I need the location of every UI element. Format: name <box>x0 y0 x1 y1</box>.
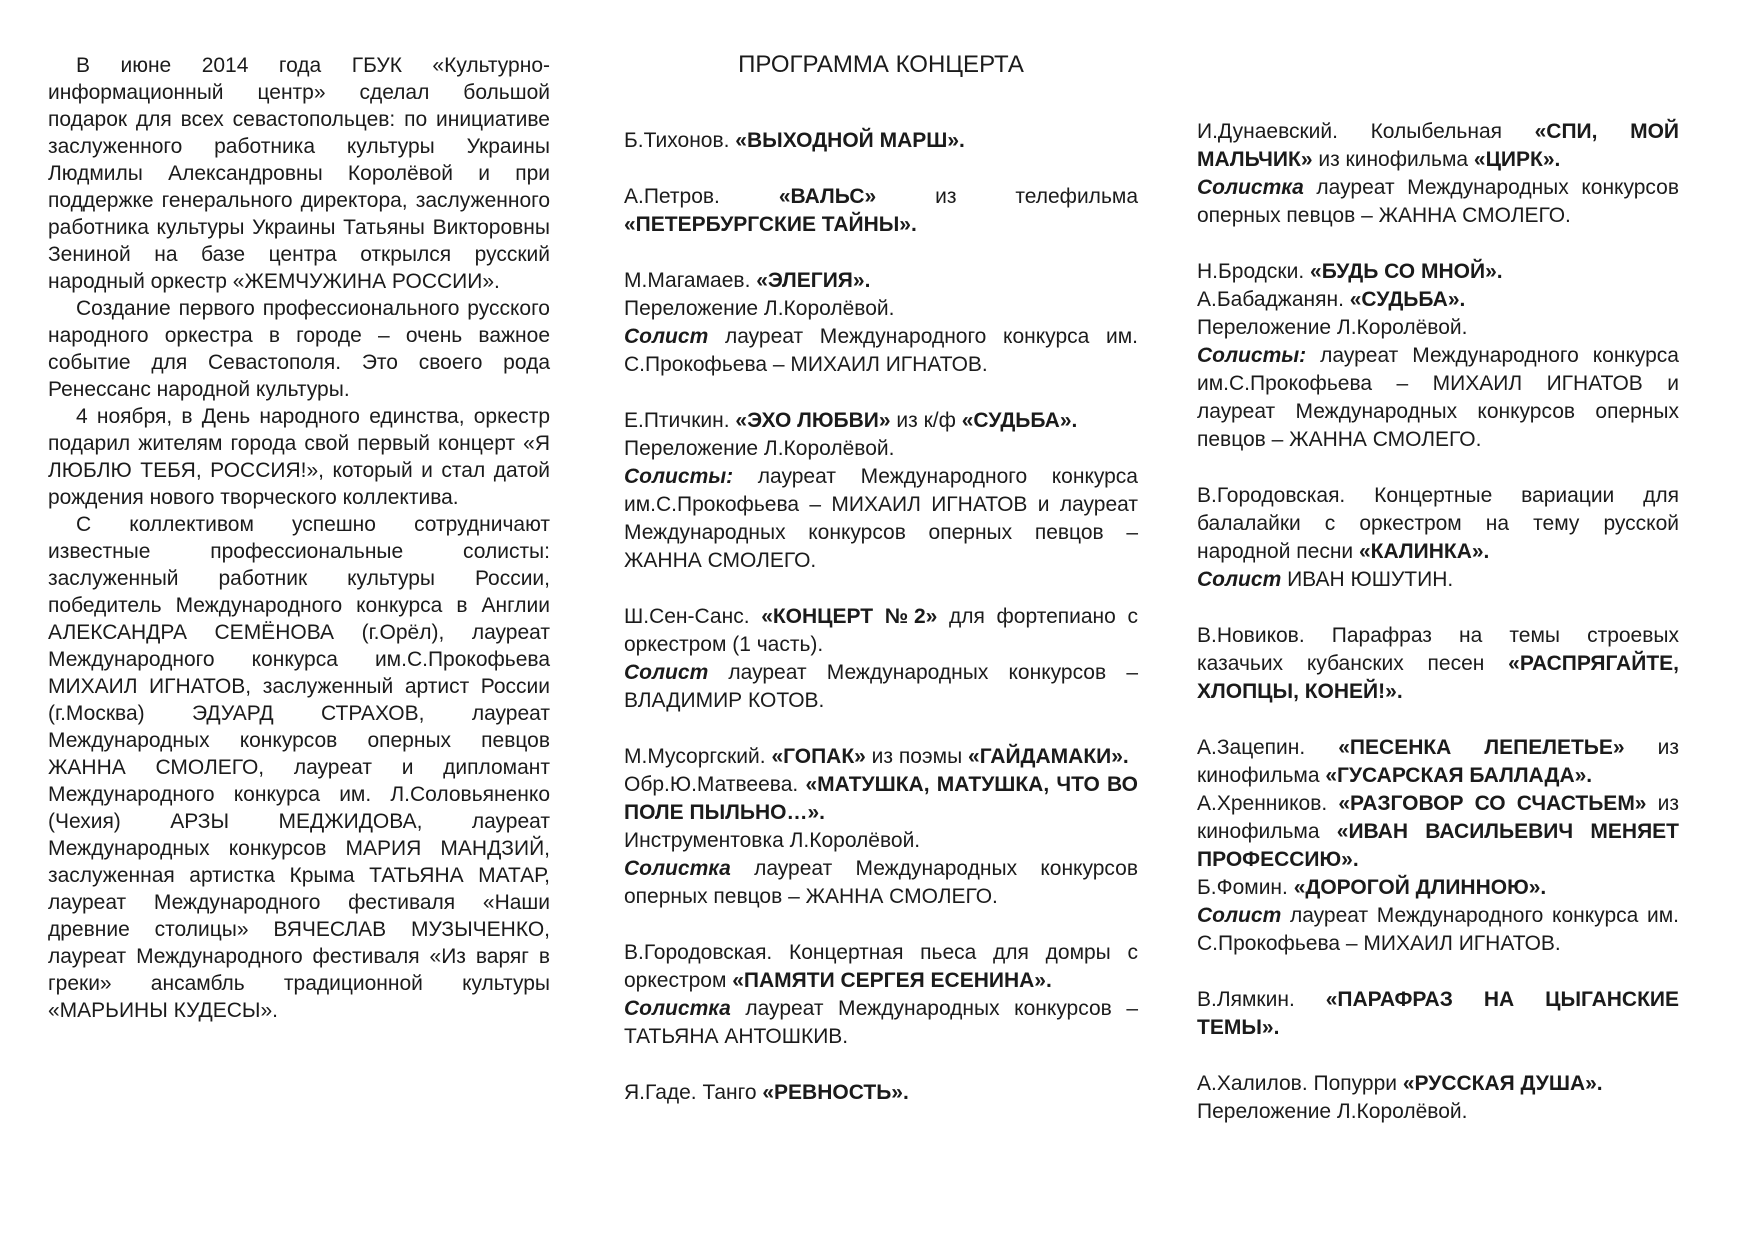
entry-line <box>624 995 1138 1051</box>
piece-title-text: «СУДЬБА». <box>961 409 1078 432</box>
piece-title-text: «РАСПРЯГАЙТЕ, ХЛОПЦЫ, КОНЕЙ!». <box>1197 652 1679 703</box>
program-column-right <box>1197 118 1679 1126</box>
program-entry <box>1197 622 1679 706</box>
piece-title-text: «ГОПАК» <box>771 745 866 768</box>
entry-text: ИВАН ЮШУТИН. <box>1281 568 1454 591</box>
entry-text: А.Халилов. Попурри <box>1197 1072 1403 1095</box>
entry-text: В.Лямкин. <box>1197 988 1326 1011</box>
entry-text: из поэмы <box>865 745 969 768</box>
entry-line <box>624 827 1138 855</box>
program-entry <box>1197 258 1679 454</box>
intro-paragraph: С коллективом успешно сотрудничают известные профессиональные солисты: заслуженный работник культуры России, победитель Международного конкурса в Англии АЛЕКСАНДРА СЕМЁНОВА (г.Орёл), лауреат Международного конкурса им.С.Прокофьева МИХАИЛ ИГНАТОВ, заслуженный артист России (г.Москва) ЭДУАРД СТРАХОВ, лауреат Международных конкурсов оперных певцов ЖАННА СМОЛЕГО, лауреат и дипломант Международного конкурса им. Л.Соловьяненко (Чехия) АРЗЫ МЕДЖИДОВА, лауреат Международных конкурсов МАРИЯ МАНДЗИЙ, заслуженная артистка Крыма ТАТЬЯНА МАТАР, лауреат Международного фестиваля «Наши древние столицы» ВЯЧЕСЛАВ МУЗЫЧЕНКО, лауреат Международного фестиваля «Из варяг в греки» ансамбль традиционной культуры «МАРЬИНЫ КУДЕСЫ». <box>48 513 550 1022</box>
entry-line <box>1197 482 1679 566</box>
program-entry <box>1197 986 1679 1042</box>
entry-line <box>624 743 1138 771</box>
entry-text: Переложение Л.Королёвой. <box>1197 316 1468 339</box>
entry-text: Обр.Ю.Матвеева. <box>624 773 806 796</box>
entry-text: В.Новиков. Парафраз на темы строевых казачьих кубанских песен <box>1197 624 1679 675</box>
entry-text: из телефильма <box>876 185 1138 208</box>
piece-title-text: «РЕВНОСТЬ». <box>762 1081 909 1104</box>
entry-line <box>1197 790 1679 874</box>
entry-text: Переложение Л.Королёвой. <box>624 297 895 320</box>
entry-line <box>624 659 1138 715</box>
entry-line <box>1197 174 1679 230</box>
piece-title-text: «РАЗГОВОР СО СЧАСТЬЕМ» <box>1338 792 1647 815</box>
entry-line <box>1197 342 1679 454</box>
entry-line <box>624 183 1138 239</box>
entry-line <box>1197 1098 1679 1126</box>
piece-title-text: «ЦИРК». <box>1473 148 1561 171</box>
entry-text: А.Хренников. <box>1197 792 1339 815</box>
piece-title-text: Солистка <box>624 997 731 1020</box>
program-entry <box>624 127 1138 155</box>
piece-title-text: «ИВАН ВАСИЛЬЕВИЧ МЕНЯЕТ ПРОФЕССИЮ». <box>1197 820 1679 871</box>
piece-title-text: Солистка <box>1197 176 1304 199</box>
entry-line <box>1197 566 1679 594</box>
piece-title-text: Солист <box>1197 904 1282 927</box>
entry-line <box>1197 118 1679 174</box>
piece-title-text: «ГУСАРСКАЯ БАЛЛАДА». <box>1325 764 1593 787</box>
entry-text: Б.Тихонов. <box>624 129 736 152</box>
entry-line <box>1197 986 1679 1042</box>
entry-text: лауреат Международных конкурсов – ВЛАДИМИР КОТОВ. <box>624 661 1138 712</box>
program-entry <box>624 407 1138 575</box>
entry-text: А.Зацепин. <box>1197 736 1339 759</box>
piece-title-text: «СУДЬБА». <box>1349 288 1466 311</box>
entry-text: Е.Птичкин. <box>624 409 736 432</box>
entry-line <box>1197 314 1679 342</box>
piece-title-text: Солист <box>1197 568 1282 591</box>
entry-line <box>624 323 1138 379</box>
entry-line <box>624 603 1138 659</box>
entry-line <box>1197 874 1679 902</box>
piece-title-text: «ВАЛЬС» <box>778 185 877 208</box>
program-entry <box>624 939 1138 1051</box>
program-entry <box>624 603 1138 715</box>
piece-title-text: «ПЕТЕРБУРГСКИЕ ТАЙНЫ». <box>624 213 917 236</box>
entry-text: лауреат Международного конкурса им.С.Прокофьева – МИХАИЛ ИГНАТОВ и лауреат Международных конкурсов оперных певцов – ЖАННА СМОЛЕГО. <box>1197 344 1679 451</box>
piece-title-text: Солисты: <box>1197 344 1307 367</box>
piece-title-text: «РУССКАЯ ДУША». <box>1402 1072 1603 1095</box>
entry-line <box>624 1079 1138 1107</box>
entry-text: из к/ф <box>890 409 962 432</box>
entry-line <box>624 463 1138 575</box>
piece-title-text: «ПАМЯТИ СЕРГЕЯ ЕСЕНИНА». <box>732 969 1052 992</box>
entry-text: лауреат Международного конкурса им. С.Прокофьева – МИХАИЛ ИГНАТОВ. <box>624 325 1138 376</box>
entry-line <box>624 435 1138 463</box>
entry-line <box>1197 902 1679 958</box>
intro-column <box>48 52 550 1024</box>
piece-title-text: Солисты: <box>624 465 734 488</box>
piece-title-text: «ГАЙДАМАКИ». <box>968 745 1129 768</box>
program-entry <box>1197 118 1679 230</box>
entry-line <box>1197 286 1679 314</box>
entry-text: Н.Бродски. <box>1197 260 1311 283</box>
piece-title-text: «ЭХО ЛЮБВИ» <box>735 409 891 432</box>
program-entry <box>624 267 1138 379</box>
intro-paragraph: Создание первого профессионального русского народного оркестра в городе – очень важное событие для Севастополя. Это своего рода Ренессанс народной культуры. <box>48 297 550 401</box>
piece-title-text: «ВЫХОДНОЙ МАРШ». <box>735 129 965 152</box>
entry-line <box>1197 1070 1679 1098</box>
intro-paragraph: В июне 2014 года ГБУК «Культурно-информационный центр» сделал большой подарок для всех севастопольцев: по инициативе заслуженного работника культуры Украины Людмилы Александровны Королёвой и при поддержке генерального директора, заслуженного работника культуры Украины Татьяны Викторовны Зениной на базе центра открылся русский народный оркестр «ЖЕМЧУЖИНА РОССИИ». <box>48 54 550 293</box>
entry-line <box>1197 622 1679 706</box>
piece-title-text: «ПАРАФРАЗ НА ЦЫГАНСКИЕ ТЕМЫ». <box>1197 988 1679 1039</box>
entry-text: для фортепиано с оркестром (1 часть). <box>624 605 1138 656</box>
entry-text: из кинофильма <box>1197 792 1679 843</box>
piece-title-text: «МАТУШКА, МАТУШКА, ЧТО ВО ПОЛЕ ПЫЛЬНО…». <box>624 773 1138 824</box>
entry-text: Переложение Л.Королёвой. <box>1197 1100 1468 1123</box>
program-column-left <box>624 50 1138 1107</box>
program-entry <box>624 743 1138 911</box>
entry-line <box>624 407 1138 435</box>
entry-text: лауреат Международных конкурсов – ТАТЬЯНА АНТОШКИВ. <box>624 997 1138 1048</box>
piece-title-text: «БУДЬ СО МНОЙ». <box>1310 260 1503 283</box>
entry-text: А.Бабаджанян. <box>1197 288 1350 311</box>
piece-title-text: Солист <box>624 661 709 684</box>
entry-line <box>624 267 1138 295</box>
program-entries-left <box>624 127 1138 1107</box>
entry-line <box>1197 258 1679 286</box>
entry-text: лауреат Международных конкурсов оперных певцов – ЖАННА СМОЛЕГО. <box>624 857 1138 908</box>
entry-text: лауреат Международного конкурса им. С.Прокофьева – МИХАИЛ ИГНАТОВ. <box>1197 904 1679 955</box>
entry-text: лауреат Международного конкурса им.С.Прокофьева – МИХАИЛ ИГНАТОВ и лауреат Международных конкурсов оперных певцов – ЖАННА СМОЛЕГО. <box>624 465 1138 572</box>
entry-text: лауреат Международных конкурсов оперных певцов – ЖАННА СМОЛЕГО. <box>1197 176 1679 227</box>
program-title: ПРОГРАММА КОНЦЕРТА <box>738 51 1024 78</box>
piece-title-text: «КАЛИНКА». <box>1358 540 1490 563</box>
entry-text: Ш.Сен-Санс. <box>624 605 762 628</box>
program-entry <box>624 1079 1138 1107</box>
piece-title-text: «КОНЦЕРТ №2» <box>761 605 938 628</box>
piece-title-text: «ДОРОГОЙ ДЛИННОЮ». <box>1293 876 1547 899</box>
program-entry <box>1197 482 1679 594</box>
entry-text: А.Петров. <box>624 185 779 208</box>
entry-text: Я.Гаде. Танго <box>624 1081 763 1104</box>
entry-text: М.Мусоргский. <box>624 745 772 768</box>
entry-line <box>624 127 1138 155</box>
entry-text: И.Дунаевский. Колыбельная <box>1197 120 1535 143</box>
entry-text: из кинофильма <box>1197 736 1679 787</box>
program-entry <box>1197 1070 1679 1126</box>
piece-title-text: «СПИ, МОЙ МАЛЬЧИК» <box>1197 120 1680 171</box>
piece-title-text: «ПЕСЕНКА ЛЕПЕЛЕТЬЕ» <box>1338 736 1625 759</box>
entry-line <box>624 939 1138 995</box>
entry-line <box>624 855 1138 911</box>
program-entry <box>624 183 1138 239</box>
entry-text: Инструментовка Л.Королёвой. <box>624 829 921 852</box>
entry-text: Переложение Л.Королёвой. <box>624 437 895 460</box>
entry-text: М.Магамаев. <box>624 269 757 292</box>
entry-line <box>1197 734 1679 790</box>
program-entry <box>1197 734 1679 958</box>
entry-text: из кинофильма <box>1312 148 1474 171</box>
piece-title-text: «ЭЛЕГИЯ». <box>756 269 871 292</box>
piece-title-text: Солистка <box>624 857 731 880</box>
piece-title-text: Солист <box>624 325 709 348</box>
intro-paragraph: 4 ноября, в День народного единства, оркестр подарил жителям города свой первый концерт «Я ЛЮБЛЮ ТЕБЯ, РОССИЯ!», который и стал датой рождения нового творческого коллектива. <box>48 405 550 509</box>
entry-text: Б.Фомин. <box>1197 876 1294 899</box>
entry-line <box>624 771 1138 827</box>
entry-line <box>624 295 1138 323</box>
entry-text: В.Городовская. Концертная пьеса для домры с оркестром <box>624 941 1138 992</box>
entry-text: В.Городовская. Концертные вариации для балалайки с оркестром на тему русской народной песни <box>1197 484 1679 563</box>
